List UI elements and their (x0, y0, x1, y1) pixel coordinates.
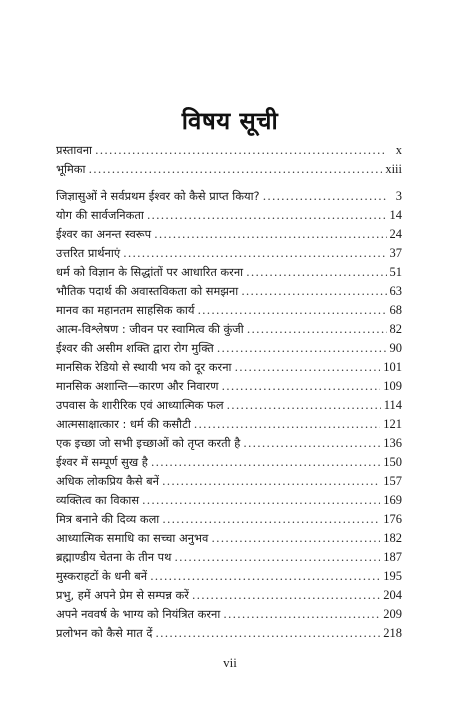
toc-entry-title: अपने नववर्ष के भाग्य को नियंत्रित करना (56, 607, 221, 621)
toc-entry-preface[interactable] (56, 141, 402, 160)
table-of-contents (56, 141, 402, 643)
toc-entry-title: जिज्ञासुओं ने सर्वप्रथम ईश्वर को कैसे प्राप्त किया? (56, 189, 260, 203)
toc-entry-title: आत्म-विश्लेषण : जीवन पर स्वामित्व की कुंजी (56, 322, 244, 336)
dot-leader (150, 567, 380, 586)
dot-leader (123, 244, 386, 263)
toc-entry-page: 195 (383, 569, 402, 583)
toc-entry-page: 182 (383, 531, 402, 545)
toc-entry[interactable] (56, 586, 402, 605)
toc-entry-title: योग की सार्वजनिकता (56, 208, 144, 222)
toc-entry[interactable] (56, 605, 402, 624)
toc-entry-page: 68 (389, 303, 402, 317)
dot-leader (162, 510, 380, 529)
toc-entry-page: 121 (383, 417, 402, 431)
toc-entry-title: मित्र बनाने की दिव्य कला (56, 512, 160, 526)
toc-entry-title: भूमिका (56, 162, 86, 176)
toc-entry-page: 90 (389, 341, 402, 355)
toc-entry[interactable] (56, 415, 402, 434)
toc-entry-title: ईश्वर का अनन्त स्वरूप (56, 227, 152, 241)
dot-leader (192, 586, 380, 605)
toc-entry-title: ईश्वर में सम्पूर्ण सुख है (56, 455, 148, 469)
dot-leader (227, 396, 381, 415)
toc-entry-page: 51 (389, 265, 402, 279)
toc-entry-title: मानव का महानतम साहसिक कार्य (56, 303, 195, 317)
toc-entry-title: मानसिक रेडियो से स्थायी भय को दूर करना (56, 360, 232, 374)
toc-entry[interactable] (56, 453, 402, 472)
toc-entry[interactable] (56, 244, 402, 263)
toc-entry-title: उत्तरित प्रार्थनाएं (56, 246, 121, 260)
toc-entry-title: मानसिक अशान्ति—कारण और निवारण (56, 379, 219, 393)
toc-entry-page: 63 (389, 284, 402, 298)
toc-entry-page: 82 (389, 322, 402, 336)
toc-entry[interactable] (56, 396, 402, 415)
toc-entry-page: 209 (383, 607, 402, 621)
toc-entry-page: 169 (383, 493, 402, 507)
dot-leader (155, 624, 380, 643)
dot-leader (243, 434, 380, 453)
dot-leader (217, 339, 387, 358)
toc-entry[interactable] (56, 206, 402, 225)
toc-entry[interactable] (56, 377, 402, 396)
dot-leader (234, 358, 380, 377)
toc-entry[interactable] (56, 529, 402, 548)
toc-entry-page: 187 (383, 550, 402, 564)
toc-entry-page: 218 (383, 626, 402, 640)
toc-entry[interactable] (56, 282, 402, 301)
page-title: विषय सूची (181, 107, 279, 135)
toc-entry[interactable] (56, 434, 402, 453)
toc-entry[interactable] (56, 320, 402, 339)
toc-entry-page: 37 (389, 246, 402, 260)
toc-entry-page: 136 (383, 436, 402, 450)
toc-entry-page: 176 (383, 512, 402, 526)
toc-entry-title: प्रभु, हमें अपने प्रेम से सम्पन्न करें (56, 588, 189, 602)
toc-entry-page: 24 (389, 227, 402, 241)
toc-entry[interactable] (56, 624, 402, 643)
toc-entry[interactable] (56, 472, 402, 491)
toc-entry[interactable] (56, 263, 402, 282)
chapter-list (56, 187, 402, 643)
toc-entry-page: 157 (383, 474, 402, 488)
toc-entry-page: xiii (385, 162, 402, 176)
dot-leader (241, 282, 386, 301)
toc-entry[interactable] (56, 548, 402, 567)
toc-entry-page: 14 (389, 208, 402, 222)
page-number: vii (223, 655, 237, 670)
dot-leader (174, 548, 380, 567)
dot-leader (247, 320, 387, 339)
toc-entry-title: अधिक लोकप्रिय कैसे बनें (56, 474, 160, 488)
toc-entry-title: ईश्वर की असीम शक्ति द्वारा रोग मुक्ति (56, 341, 214, 355)
toc-entry[interactable] (56, 339, 402, 358)
toc-entry-title: उपवास के शारीरिक एवं आध्यात्मिक फल (56, 398, 224, 412)
toc-entry-title: व्यक्तित्व का विकास (56, 493, 140, 507)
toc-entry-title: एक इच्छा जो सभी इच्छाओं को तृप्त करती है (56, 436, 241, 450)
toc-entry-page: 3 (395, 189, 402, 203)
toc-entry-introduction[interactable] (56, 160, 402, 179)
toc-entry-title: प्रस्तावना (56, 143, 92, 157)
toc-entry[interactable] (56, 301, 402, 320)
dot-leader (95, 141, 387, 160)
dot-leader (147, 206, 387, 225)
toc-entry-page: x (395, 143, 402, 157)
dot-leader (154, 225, 386, 244)
dot-leader (221, 377, 380, 396)
toc-entry-page: 204 (383, 588, 402, 602)
dot-leader (88, 160, 382, 179)
dot-leader (223, 605, 380, 624)
dot-leader (142, 491, 380, 510)
dot-leader (263, 187, 387, 206)
toc-entry-title: आध्यात्मिक समाधि का सच्चा अनुभव (56, 531, 209, 545)
toc-entry[interactable] (56, 358, 402, 377)
toc-entry-title: प्रलोभन को कैसे मात दें (56, 626, 153, 640)
dot-leader (197, 301, 386, 320)
section-gap (56, 179, 402, 187)
toc-entry-title: धर्म को विज्ञान के सिद्धांतों पर आधारित करना (56, 265, 244, 279)
dot-leader (211, 529, 380, 548)
toc-entry[interactable] (56, 510, 402, 529)
dot-leader (151, 453, 380, 472)
dot-leader (246, 263, 386, 282)
toc-entry-page: 150 (383, 455, 402, 469)
toc-entry-title: भौतिक पदार्थ की अवास्तविकता को समझना (56, 284, 239, 298)
toc-entry[interactable] (56, 567, 402, 586)
dot-leader (194, 415, 380, 434)
dot-leader (162, 472, 380, 491)
toc-entry-page: 109 (383, 379, 402, 393)
toc-entry-title: ब्रह्माण्डीय चेतना के तीन पथ (56, 550, 172, 564)
toc-entry[interactable] (56, 187, 402, 206)
toc-entry-title: मुस्कराहटों के धनी बनें (56, 569, 148, 583)
toc-entry-page: 101 (383, 360, 402, 374)
toc-entry-page: 114 (383, 398, 402, 412)
toc-entry[interactable] (56, 225, 402, 244)
toc-entry-title: आत्मसाक्षात्कार : धर्म की कसौटी (56, 417, 191, 431)
toc-entry[interactable] (56, 491, 402, 510)
